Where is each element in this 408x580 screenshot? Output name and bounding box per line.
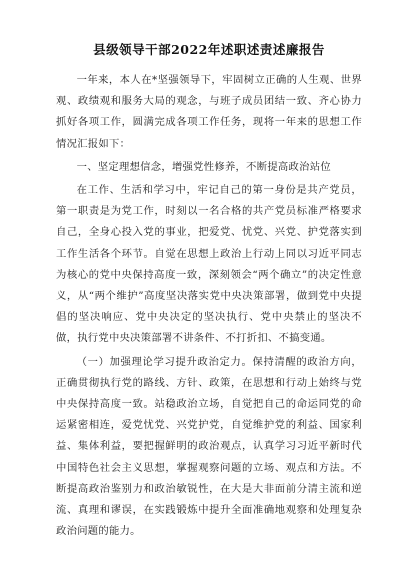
intro-paragraph: 一年来，本人在*坚强领导下，牢固树立正确的人生观、世界观、政绩观和服务大局的观念，与班子成员团结一致、齐心协力抓好各项工作，圆满完成各项工作任务，现将一年来的思想工作情况汇报如下： xyxy=(56,74,362,150)
body-paragraph: 在工作、生活和学习中，牢记自己的第一身份是共产党员，第一职责是为党工作，时刻以一名合格的共产党员标准严格要求自己，全身心投入党的事业，把爱党、忧党、兴党、护党落实到工作生活各个环节。自觉在思想上政治上行动上同以习近平同志为核心的党中央保持高度一致，深刻领会“两个确立”的决定性意义，从“两个维护”高度坚决落实党中央决策部署，做到党中央提倡的坚决响应、党中央决定的坚决执行、党中央禁止的坚决不做，执行党中央决策部署不讲条件、不打折扣、不搞变通。 xyxy=(56,184,362,345)
document-title: 县级领导干部2022年述职述责述廉报告 xyxy=(93,42,325,57)
section-heading: 一、坚定理想信念，增强党性修养，不断提高政治站位 xyxy=(76,160,331,173)
subsection-paragraph: （一）加强理论学习提升政治定力。保持清醒的政治方向，正确贯彻执行党的路线、方针、政策，在思想和行动上始终与党中央保持高度一致。站稳政治立场，自觉把自己的命运同党的命运紧密相连，爱党忧党、兴党护党，自觉维护党的利益、国家利益、集体利益，要把握鲜明的政治观点，认真学习习近平新时代中国特色社会主义思想，掌握观察问题的立场、观点和方法。不断提高政治鉴别力和政治敏锐性，在大是大非面前分清主流和逆流、真理和谬误，在实践锻炼中提升全面准确地观察和处理复杂政治问题的能力。 xyxy=(56,355,362,538)
